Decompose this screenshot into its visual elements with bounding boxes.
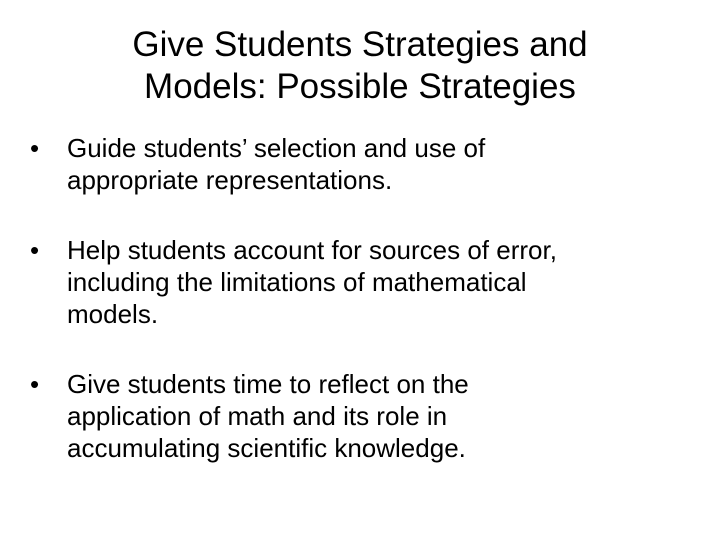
bullet-3-line-1: Give students time to reflect on the <box>67 369 469 399</box>
slide-title <box>36 24 684 108</box>
bullet-2-line-1: Help students account for sources of error, <box>67 235 557 265</box>
bullet-list <box>30 132 690 464</box>
bullet-3-line-3: accumulating scientific knowledge. <box>67 433 466 463</box>
bullet-marker: • <box>30 133 40 163</box>
bullet-marker: • <box>30 235 40 265</box>
bullet-3-line-2: application of math and its role in <box>67 401 448 431</box>
bullet-2-line-2: including the limitations of mathematical <box>67 267 527 297</box>
slide-title-line-1: Give Students Strategies and <box>132 25 588 64</box>
bullet-item-3 <box>30 368 690 464</box>
bullet-item-2 <box>30 234 690 330</box>
bullet-1-line-2: appropriate representations. <box>67 165 393 195</box>
bullet-marker: • <box>30 369 40 399</box>
bullet-item-1 <box>30 132 690 196</box>
bullet-1-line-1: Guide students’ selection and use of <box>67 133 486 163</box>
bullet-2-line-3: models. <box>67 299 159 329</box>
slide-title-line-2: Models: Possible Strategies <box>144 67 576 106</box>
